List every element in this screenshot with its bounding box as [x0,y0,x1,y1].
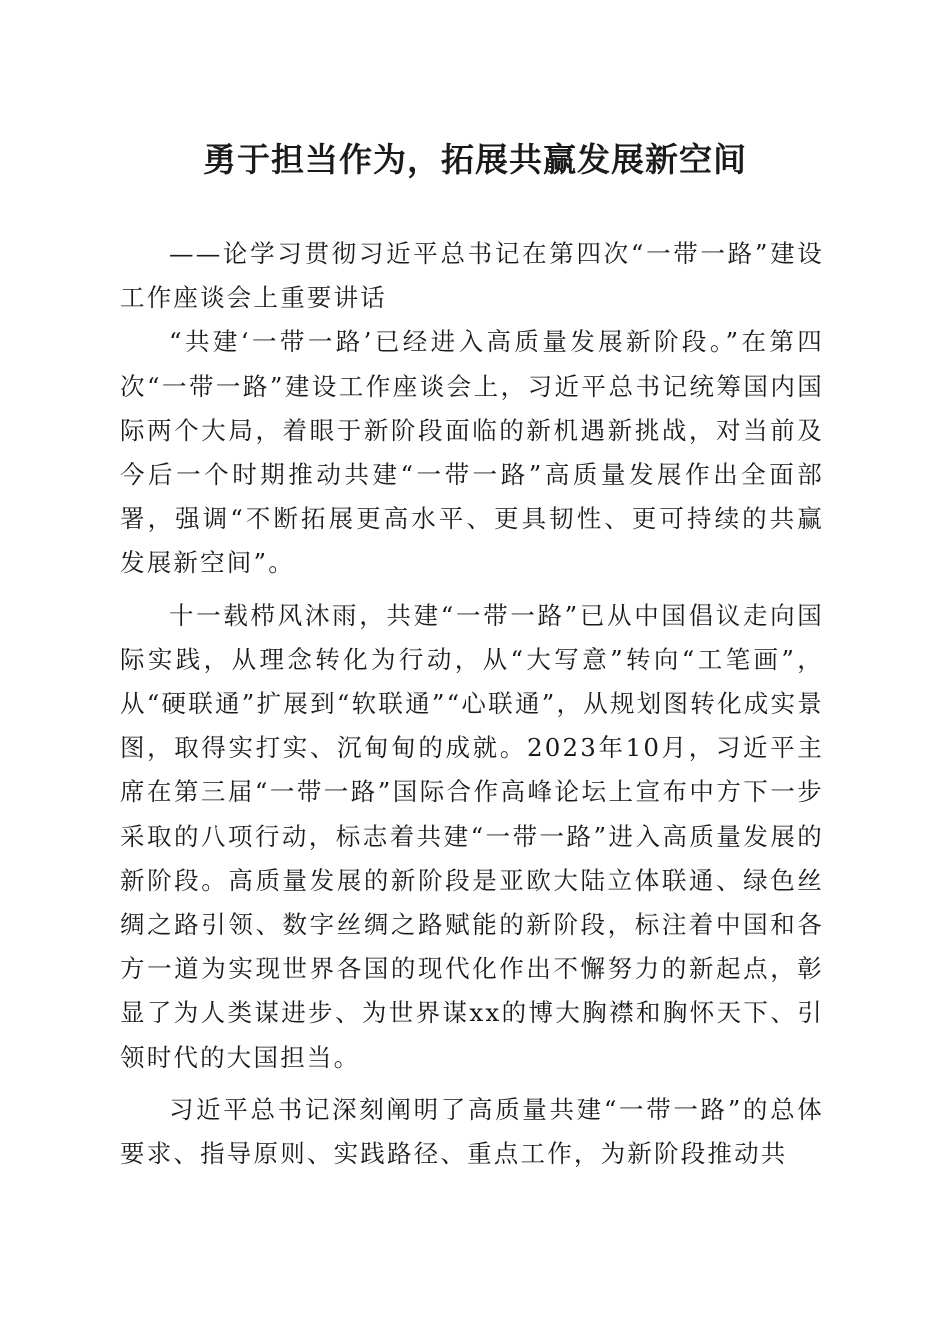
document-title: 勇于担当作为，拓展共赢发展新空间 [203,140,747,179]
paragraph-2: 十一载栉风沐雨，共建“一带一路”已从中国倡议走向国际实践，从理念转化为行动，从“大写意”转向“工笔画”，从“硬联通”扩展到“软联通”“心联通”，从规划图转化成实景图，取得实打实、沉甸甸的成就。2023年10月，习近平主席在第三届“一带一路”国际合作高峰论坛上宣布中方下一步采取的八项行动，标志着共建“一带一路”进入高质量发展的新阶段。高质量发展的新阶段是亚欧大陆立体联通、绿色丝绸之路引领、数字丝绸之路赋能的新阶段，标注着中国和各方一道为实现世界各国的现代化作出不懈努力的新起点，彰显了为人类谋进步、为世界谋xx的博大胸襟和胸怀天下、引领时代的大国担当。 [120,600,824,1072]
document-body [120,232,824,1176]
document-subtitle: ——论学习贯彻习近平总书记在第四次“一带一路”建设工作座谈会上重要讲话 [120,239,824,313]
paragraph-1: “共建‘一带一路’已经进入高质量发展新阶段。”在第四次“一带一路”建设工作座谈会上，习近平总书记统筹国内国际两个大局，着眼于新阶段面临的新机遇新挑战，对当前及今后一个时期推动共建“一带一路”高质量发展作出全面部署，强调“不断拓展更高水平、更具韧性、更可持续的共赢发展新空间”。 [120,327,824,578]
paragraph-3: 习近平总书记深刻阐明了高质量共建“一带一路”的总体要求、指导原则、实践路径、重点工作，为新阶段推动共 [120,1094,824,1169]
